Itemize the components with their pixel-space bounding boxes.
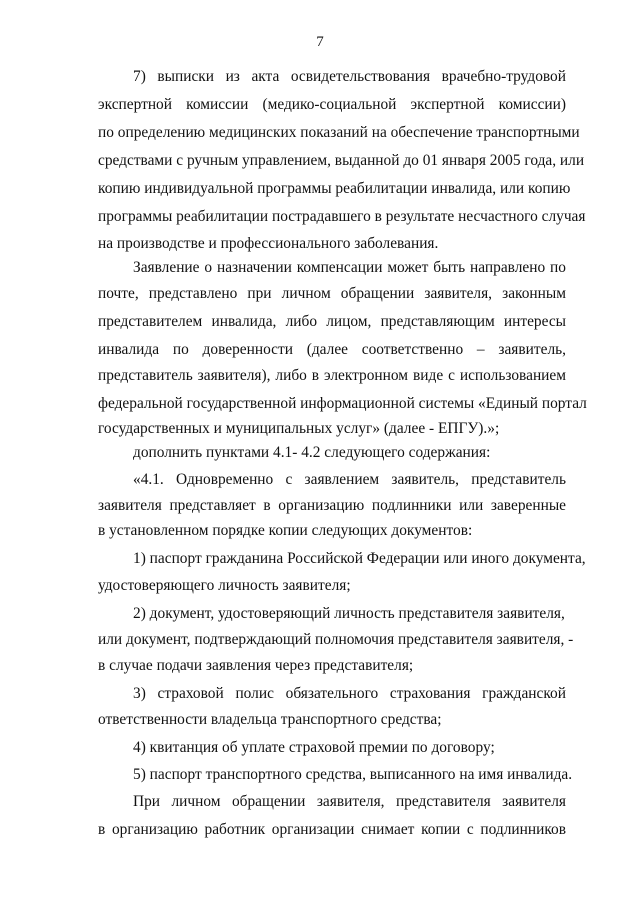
text-line: или документ, подтверждающий полномочия представителя заявителя, -: [98, 631, 574, 648]
text-line: дополнить пунктами 4.1- 4.2 следующего содержания:: [133, 444, 491, 461]
text-line: удостоверяющего личность заявителя;: [98, 577, 351, 594]
text-line: 1) паспорт гражданина Российской Федерации или иного документа,: [133, 550, 586, 567]
text-line: почте, представлено при личном обращении заявителя, законным: [98, 285, 566, 302]
text-line: Заявление о назначении компенсации может быть направлено по: [133, 259, 566, 276]
text-line: «4.1. Одновременно с заявлением заявитель, представитель: [133, 471, 566, 488]
text-line: инвалида по доверенности (далее соответственно – заявитель,: [98, 341, 566, 358]
text-line: по определению медицинских показаний на обеспечение транспортными: [98, 124, 580, 141]
text-line: программы реабилитации пострадавшего в результате несчастного случая: [98, 208, 586, 225]
text-line: в организацию работник организации снимает копии с подлинников: [98, 821, 566, 838]
text-line: 2) документ, удостоверяющий личность представителя заявителя,: [133, 605, 565, 622]
text-line: 4) квитанция об уплате страховой премии по договору;: [133, 739, 495, 756]
text-line: экспертной комиссии (медико-социальной экспертной комиссии): [98, 96, 566, 113]
text-line: 3) страховой полис обязательного страхования гражданской: [133, 685, 566, 702]
text-line: копию индивидуальной программы реабилитации инвалида, или копию: [98, 180, 571, 197]
text-line: средствами с ручным управлением, выданной до 01 января 2005 года, или: [98, 152, 585, 169]
text-line: 5) паспорт транспортного средства, выписанного на имя инвалида.: [133, 766, 573, 783]
text-line: в установленном порядке копии следующих документов:: [98, 522, 473, 539]
text-line: При личном обращении заявителя, представителя заявителя: [133, 793, 566, 810]
text-line: государственных и муниципальных услуг» (далее - ЕПГУ).»;: [98, 420, 500, 437]
text-line: представитель заявителя), либо в электронном виде с использованием: [98, 367, 566, 384]
text-line: представителем инвалида, либо лицом, представляющим интересы: [98, 313, 566, 330]
text-line: на производстве и профессионального заболевания.: [98, 235, 439, 252]
page-number: 7: [316, 34, 324, 50]
text-line: федеральной государственной информационной системы «Единый портал: [98, 395, 587, 412]
text-line: 7) выписки из акта освидетельствования врачебно-трудовой: [133, 68, 566, 85]
text-line: заявителя представляет в организацию подлинники или заверенные: [98, 497, 566, 514]
text-line: ответственности владельца транспортного средства;: [98, 711, 442, 728]
text-line: в случае подачи заявления через представителя;: [98, 657, 414, 674]
